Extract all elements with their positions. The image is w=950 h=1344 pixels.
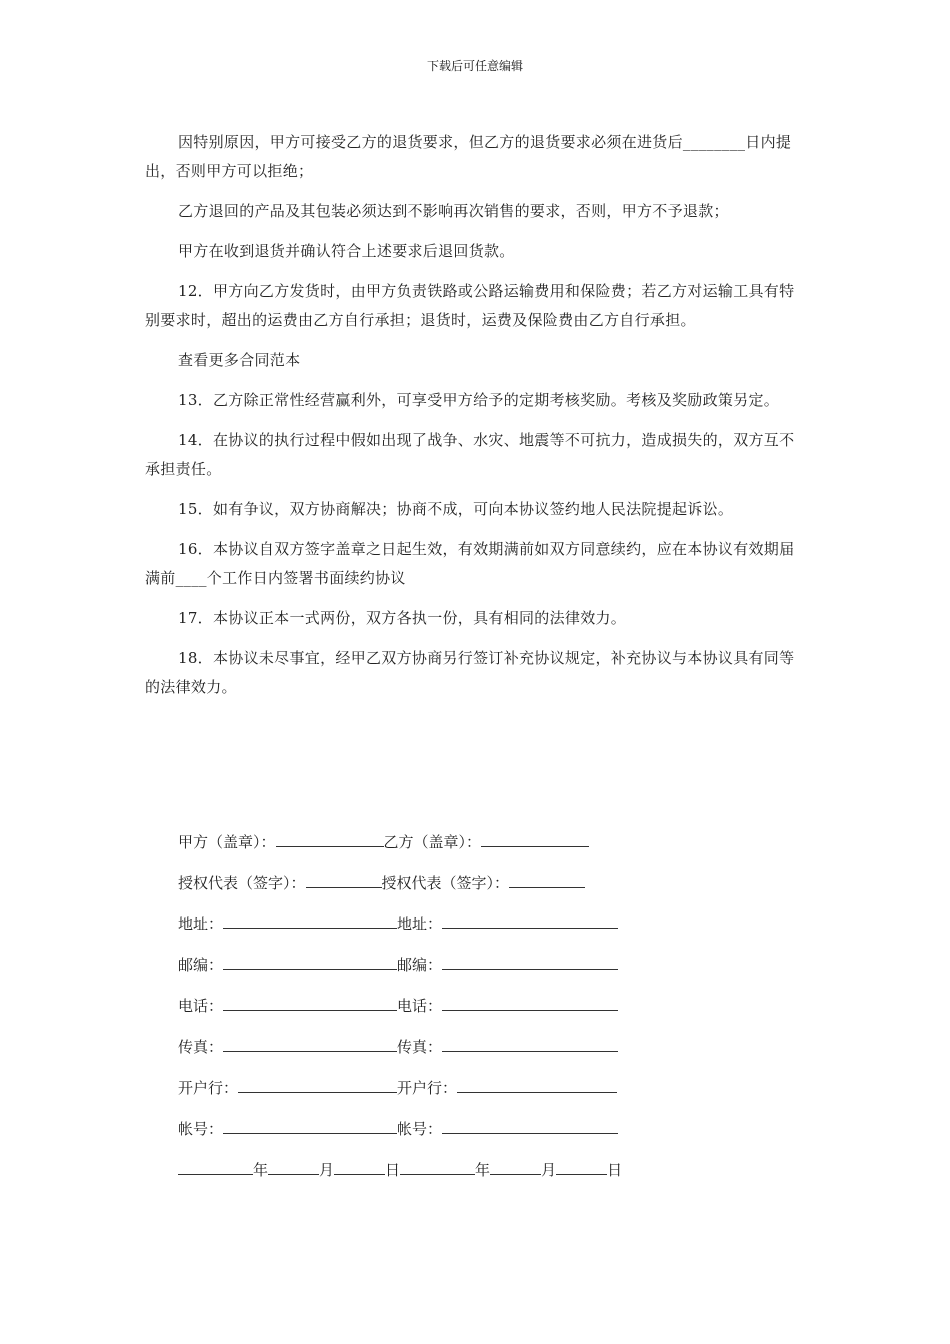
signature-row-fax [178,1033,638,1074]
party-b-rep-blank[interactable] [509,870,585,888]
party-b-account-label: 帐号： [397,1120,443,1138]
signature-row-phone [178,992,638,1033]
party-b-month-blank[interactable] [490,1157,541,1175]
party-a-rep-label: 授权代表（签字）： [178,874,306,892]
paragraph-13: 13．乙方除正常性经营赢利外，可享受甲方给予的定期考核奖励。考核及奖励政策另定。 [178,391,780,409]
party-b-seal-blank[interactable] [481,829,589,847]
party-b-year-blank[interactable] [400,1157,475,1175]
party-b-phone-blank[interactable] [442,993,618,1011]
party-a-account-label: 帐号： [178,1120,224,1138]
paragraph-16: 16．本协议自双方签字盖章之日起生效，有效期满前如双方同意续约，应在本协议有效期届满前____个工作日内签署书面续约协议 [145,540,795,587]
party-b-postcode-label: 邮编： [397,956,443,974]
party-b-month-label: 月 [541,1161,557,1179]
party-b-year-label: 年 [475,1161,491,1179]
party-a-account-blank[interactable] [223,1116,397,1134]
paragraph-18: 18．本协议未尽事宜，经甲乙双方协商另行签订补充协议规定，补充协议与本协议具有同等的法律效力。 [145,649,795,696]
signature-row-bank [178,1074,638,1115]
party-b-bank-label: 开户行： [397,1079,458,1097]
paragraph-14: 14．在协议的执行过程中假如出现了战争、水灾、地震等不可抗力，造成损失的，双方互不承担责任。 [145,431,795,478]
party-b-address-label: 地址： [397,915,443,933]
party-a-seal-blank[interactable] [276,829,384,847]
party-b-account-blank[interactable] [442,1116,618,1134]
paragraph-17: 17．本协议正本一式两份，双方各执一份，具有相同的法律效力。 [178,609,627,627]
signature-row-postcode [178,951,638,992]
signature-row-date [178,1156,638,1186]
party-a-postcode-label: 邮编： [178,956,224,974]
party-b-rep-label: 授权代表（签字）： [381,874,510,892]
party-b-phone-label: 电话： [397,997,443,1015]
party-b-fax-blank[interactable] [442,1034,618,1052]
party-a-phone-blank[interactable] [223,993,397,1011]
party-a-phone-label: 电话： [178,997,224,1015]
paragraph-return-request: 因特别原因，甲方可接受乙方的退货要求，但乙方的退货要求必须在进货后________日内提出，否则甲方可以拒绝； [145,133,792,180]
party-b-seal-label: 乙方（盖章）： [383,833,482,851]
party-b-day-blank[interactable] [556,1157,607,1175]
party-a-fax-label: 传真： [178,1038,224,1056]
contract-body [145,128,805,713]
party-a-day-label: 日 [385,1161,401,1179]
party-b-day-label: 日 [607,1161,623,1179]
paragraph-15: 15．如有争议，双方协商解决；协商不成，可向本协议签约地人民法院提起诉讼。 [178,500,734,518]
party-a-rep-blank[interactable] [306,870,382,888]
signature-block [178,828,638,1186]
page-header: 下载后可任意编辑 [426,59,523,73]
paragraph-12: 12．甲方向乙方发货时，由甲方负责铁路或公路运输费用和保险费；若乙方对运输工具有特别要求时，超出的运费由乙方自行承担；退货时，运费及保险费由乙方自行承担。 [145,282,795,329]
party-a-address-blank[interactable] [223,911,397,929]
signature-row-address [178,910,638,951]
party-a-month-blank[interactable] [268,1157,319,1175]
party-a-address-label: 地址： [178,915,224,933]
party-a-month-label: 月 [319,1161,335,1179]
party-a-postcode-blank[interactable] [223,952,397,970]
signature-row-seal [178,828,638,869]
party-a-day-blank[interactable] [334,1157,385,1175]
signature-row-account [178,1115,638,1156]
paragraph-refund: 甲方在收到退货并确认符合上述要求后退回货款。 [178,242,515,260]
party-b-bank-blank[interactable] [457,1075,617,1093]
party-b-fax-label: 传真： [397,1038,443,1056]
party-b-postcode-blank[interactable] [442,952,618,970]
party-a-fax-blank[interactable] [223,1034,397,1052]
paragraph-return-condition: 乙方退回的产品及其包装必须达到不影响再次销售的要求，否则，甲方不予退款； [178,202,729,220]
party-a-seal-label: 甲方（盖章）： [178,833,276,851]
party-a-bank-blank[interactable] [238,1075,397,1093]
party-a-year-label: 年 [253,1161,269,1179]
party-b-address-blank[interactable] [442,911,618,929]
party-a-year-blank[interactable] [178,1157,253,1175]
party-a-bank-label: 开户行： [178,1079,239,1097]
more-templates-link[interactable]: 查看更多合同范本 [178,351,301,369]
signature-row-rep [178,869,638,910]
